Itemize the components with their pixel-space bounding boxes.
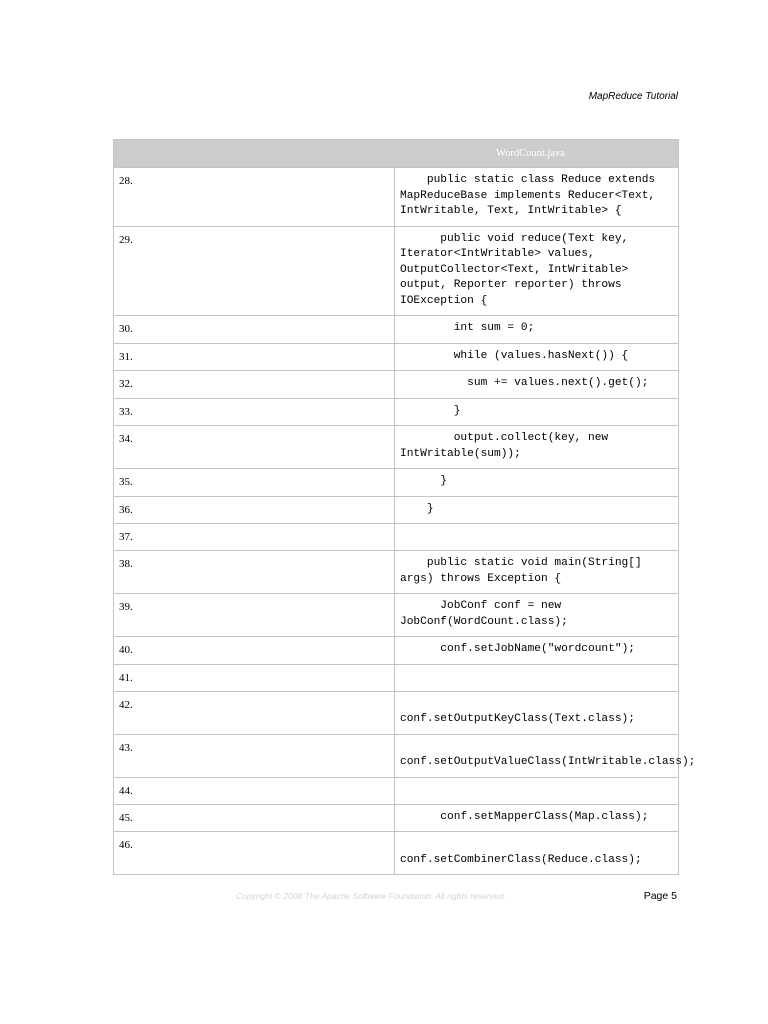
table-row [114,371,679,399]
code-line: conf.setMapperClass(Map.class); [395,804,679,832]
table-row [114,426,679,469]
line-number: 32. [114,371,395,399]
line-number: 31. [114,343,395,371]
code-line: while (values.hasNext()) { [395,343,679,371]
line-number: 28. [114,168,395,227]
table-row [114,734,679,777]
table-row [114,398,679,426]
code-line: JobConf conf = new JobConf(WordCount.class); [395,594,679,637]
line-number: 40. [114,637,395,665]
table-caption: WordCount.java [114,140,679,168]
line-number: 33. [114,398,395,426]
code-listing-table [113,139,696,875]
table-row [114,594,679,637]
line-number: 34. [114,426,395,469]
code-line: } [395,496,679,524]
line-number: 46. [114,832,395,875]
code-line: conf.setCombinerClass(Reduce.class); [395,832,679,875]
table-row [114,316,679,344]
code-line: public static class Reduce extends MapReduceBase implements Reducer<Text, IntWritable, Text, IntWritable> { [395,168,679,227]
table-row [114,637,679,665]
table-row [114,226,679,316]
line-number: 42. [114,691,395,734]
document-header-title: MapReduce Tutorial [588,91,678,102]
table-row [114,524,679,551]
table-row [114,496,679,524]
table-row [114,691,679,734]
code-line: conf.setOutputValueClass(IntWritable.class); [395,734,679,777]
table-row [114,664,679,691]
table-row [114,168,679,227]
code-line: public static void main(String[] args) throws Exception { [395,551,679,594]
line-number: 39. [114,594,395,637]
line-number: 36. [114,496,395,524]
table-header-row [114,140,679,168]
table-row [114,832,679,875]
code-line: } [395,398,679,426]
line-number: 37. [114,524,395,551]
table-row [114,777,679,804]
line-number: 38. [114,551,395,594]
code-line: public void reduce(Text key, Iterator<IntWritable> values, OutputCollector<Text, IntWritable> output, Reporter reporter) throws IOException { [395,226,679,316]
table-row [114,469,679,497]
line-number: 44. [114,777,395,804]
line-number: 41. [114,664,395,691]
code-line [395,777,679,804]
line-number: 30. [114,316,395,344]
code-line: conf.setJobName("wordcount"); [395,637,679,665]
code-line: conf.setOutputKeyClass(Text.class); [395,691,679,734]
table-row [114,343,679,371]
code-line: sum += values.next().get(); [395,371,679,399]
table-row [114,551,679,594]
table-row [114,804,679,832]
code-line [395,524,679,551]
code-line: output.collect(key, new IntWritable(sum)); [395,426,679,469]
line-number: 45. [114,804,395,832]
line-number: 29. [114,226,395,316]
line-number: 35. [114,469,395,497]
page-number: Page 5 [643,890,677,902]
copyright-notice: Copyright © 2008 The Apache Software Foundation. All rights reserved. [236,891,506,901]
code-line [395,664,679,691]
code-line: } [395,469,679,497]
line-number: 43. [114,734,395,777]
code-line: int sum = 0; [395,316,679,344]
